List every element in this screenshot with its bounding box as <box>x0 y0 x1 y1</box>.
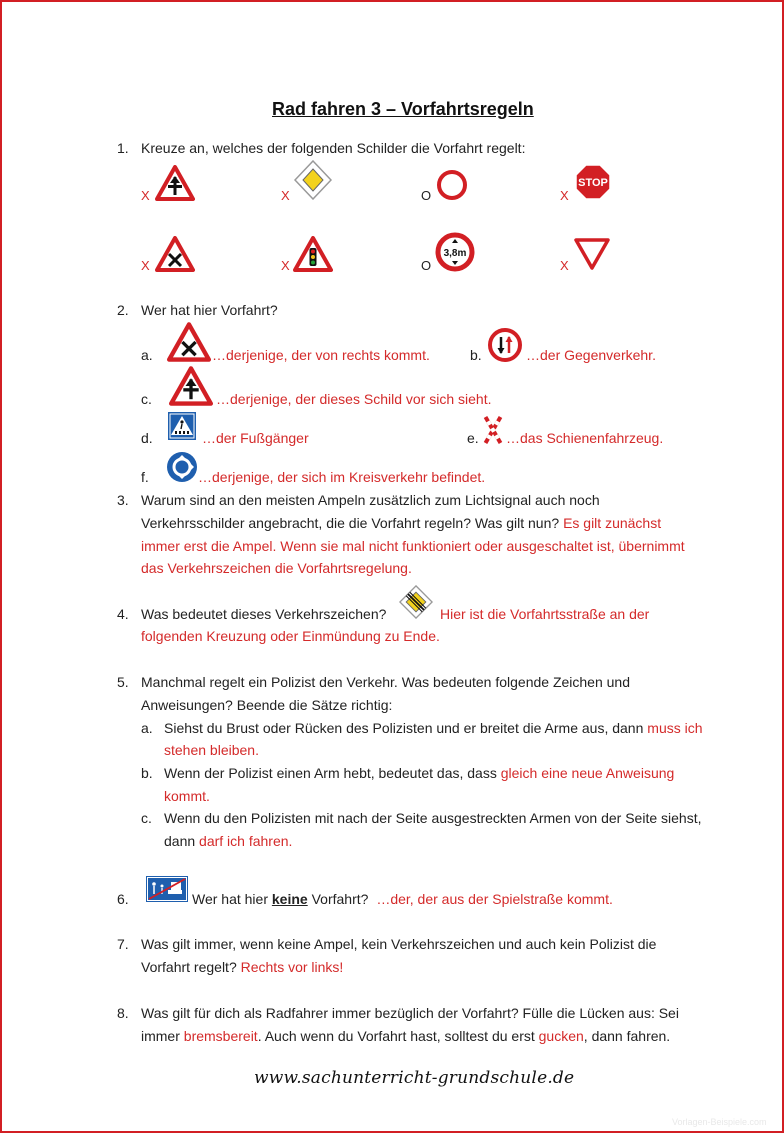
q5-b-answer-1: gleich eine neue Anweisung <box>500 765 675 781</box>
q8-answer-1: bremsbereit <box>183 1028 258 1044</box>
give-way-sign-icon <box>574 238 610 270</box>
pedestrian-crossing-sign-icon <box>168 412 196 440</box>
q2-item-letter: f. <box>141 469 149 485</box>
q8-pre: immer <box>141 1028 180 1044</box>
q8-line2 <box>141 1028 670 1044</box>
q7-number: 7. <box>117 936 129 952</box>
q8-answer-2: gucken <box>538 1028 584 1044</box>
priority-road-sign-icon <box>294 160 332 200</box>
q7-line2-text: Vorfahrt regelt? <box>141 959 237 975</box>
q3-answer-3: das Verkehrszeichen die Vorfahrtsregelung. <box>141 560 412 576</box>
q5-line2: Anweisungen? Beende die Sätze richtig: <box>141 697 393 713</box>
q1-mark: X <box>281 258 290 273</box>
page-title: Rad fahren 3 – Vorfahrtsregeln <box>272 99 534 119</box>
q2-item-letter: a. <box>141 347 153 363</box>
traffic-light-warning-sign-icon <box>293 236 333 272</box>
q3-number: 3. <box>117 492 129 508</box>
q6-bold-keine: keine <box>271 891 308 907</box>
q3-line1: Warum sind an den meisten Ampeln zusätzlich zum Lichtsignal auch noch <box>141 492 600 508</box>
q3-answer-2: immer erst die Ampel. Wenn sie mal nicht funktioniert oder ausgeschaltet ist, übernimmt <box>141 538 685 554</box>
q1-mark: O <box>421 258 432 273</box>
q1-text: Kreuze an, welches der folgenden Schilder die Vorfahrt regelt: <box>141 140 526 156</box>
q2-answer-c: …derjenige, der dieses Schild vor sich sieht. <box>216 391 492 407</box>
q7-line1: Was gilt immer, wenn keine Ampel, kein Verkehrszeichen und auch kein Polizist die <box>141 936 657 952</box>
q5-b-text: Wenn der Polizist einen Arm hebt, bedeutet das, dass <box>164 765 497 781</box>
q2-answer-f: …derjenige, der sich im Kreisverkehr befindet. <box>198 469 486 485</box>
q7-line2 <box>141 959 343 975</box>
right-of-way-warning-sign-icon <box>155 165 195 201</box>
q5-line1: Manchmal regelt ein Polizist den Verkehr. Was bedeuten folgende Zeichen und <box>141 674 631 690</box>
q2-item-letter: e. <box>467 430 479 446</box>
q1-mark: X <box>560 188 569 203</box>
stop-sign-text: STOP <box>578 177 608 189</box>
q5-number: 5. <box>117 674 129 690</box>
q2-item-letter: d. <box>141 430 153 446</box>
q2-text: Wer hat hier Vorfahrt? <box>141 302 278 318</box>
height-limit-sign-icon <box>435 232 475 272</box>
q5-c-letter: c. <box>141 810 152 826</box>
q2-answer-e: …das Schienenfahrzeug. <box>506 430 664 446</box>
q1-mark: X <box>141 258 150 273</box>
q3-line2 <box>141 515 661 531</box>
q4-text: Was bedeutet dieses Verkehrszeichen? <box>141 606 387 622</box>
q6-post: Vorfahrt? <box>311 891 369 907</box>
q3-answer-1: Es gilt zunächst <box>563 515 662 531</box>
q1-mark: X <box>560 258 569 273</box>
danger-crossroads-sign-icon <box>155 236 195 272</box>
q2-number: 2. <box>117 302 129 318</box>
q8-mid: . Auch wenn du Vorfahrt hast, solltest du erst <box>257 1028 535 1044</box>
railway-crossing-sign-icon <box>482 415 504 445</box>
q6-pre: Wer hat hier <box>192 891 268 907</box>
q5-c-answer: darf ich fahren. <box>199 833 293 849</box>
watermark: Vorlagen-Beispiele.com <box>672 1117 767 1127</box>
q2-item-letter: c. <box>141 391 152 407</box>
q4-number: 4. <box>117 606 129 622</box>
right-of-way-warning-sign-icon <box>169 366 213 406</box>
q5-a-answer-2: stehen bleiben. <box>164 742 259 758</box>
q5-a-letter: a. <box>141 720 153 736</box>
roundabout-sign-icon <box>166 451 198 483</box>
end-of-play-street-sign-icon <box>146 876 188 902</box>
q1-number: 1. <box>117 140 129 156</box>
q5-c-text2: dann <box>164 833 196 849</box>
q4-answer-1: Hier ist die Vorfahrtsstraße an der <box>440 606 650 622</box>
no-vehicles-sign-icon <box>436 169 468 201</box>
footer-website: www.sachunterricht-grundschule.de <box>254 1068 575 1088</box>
q2-answer-a: …derjenige, der von rechts kommt. <box>212 347 430 363</box>
danger-crossroads-sign-icon <box>167 322 211 362</box>
q5-a-answer-1: muss ich <box>647 720 703 736</box>
q5-b-answer-2: kommt. <box>164 788 210 804</box>
q1-mark: X <box>141 188 150 203</box>
q3-line2-text: Verkehrsschilder angebracht, die die Vorfahrt regeln? Was gilt nun? <box>141 515 560 531</box>
q5-a-text: Siehst du Brust oder Rücken des Polizisten und er breitet die Arme aus, dann <box>164 720 644 736</box>
q8-number: 8. <box>117 1005 129 1021</box>
q4-answer-2: folgenden Kreuzung oder Einmündung zu Ende. <box>141 628 440 644</box>
q1-mark: X <box>281 188 290 203</box>
q1-mark: O <box>421 188 432 203</box>
end-of-priority-road-sign-icon <box>399 585 433 619</box>
q6-answer: …der, der aus der Spielstraße kommt. <box>376 891 613 907</box>
q2-answer-d: …der Fußgänger <box>202 430 309 446</box>
q6-number: 6. <box>117 891 129 907</box>
oncoming-traffic-priority-sign-icon <box>488 328 522 362</box>
q8-line1: Was gilt für dich als Radfahrer immer bezüglich der Vorfahrt? Fülle die Lücken aus: Sei <box>141 1005 679 1021</box>
q5-b-letter: b. <box>141 765 153 781</box>
q7-answer: Rechts vor links! <box>240 959 344 975</box>
q5-c-line2 <box>164 833 292 849</box>
q2-answer-b: …der Gegenverkehr. <box>526 347 656 363</box>
q5-a-line <box>164 720 703 736</box>
q6-line <box>192 891 613 907</box>
q8-post: , dann fahren. <box>583 1028 671 1044</box>
height-limit-text: 3,8m <box>443 248 467 259</box>
q5-b-line <box>164 765 674 781</box>
q5-c-text: Wenn du den Polizisten mit nach der Seite ausgestreckten Armen von der Seite siehst, <box>164 810 702 826</box>
q2-item-letter: b. <box>470 347 482 363</box>
stop-sign-icon <box>575 164 611 200</box>
